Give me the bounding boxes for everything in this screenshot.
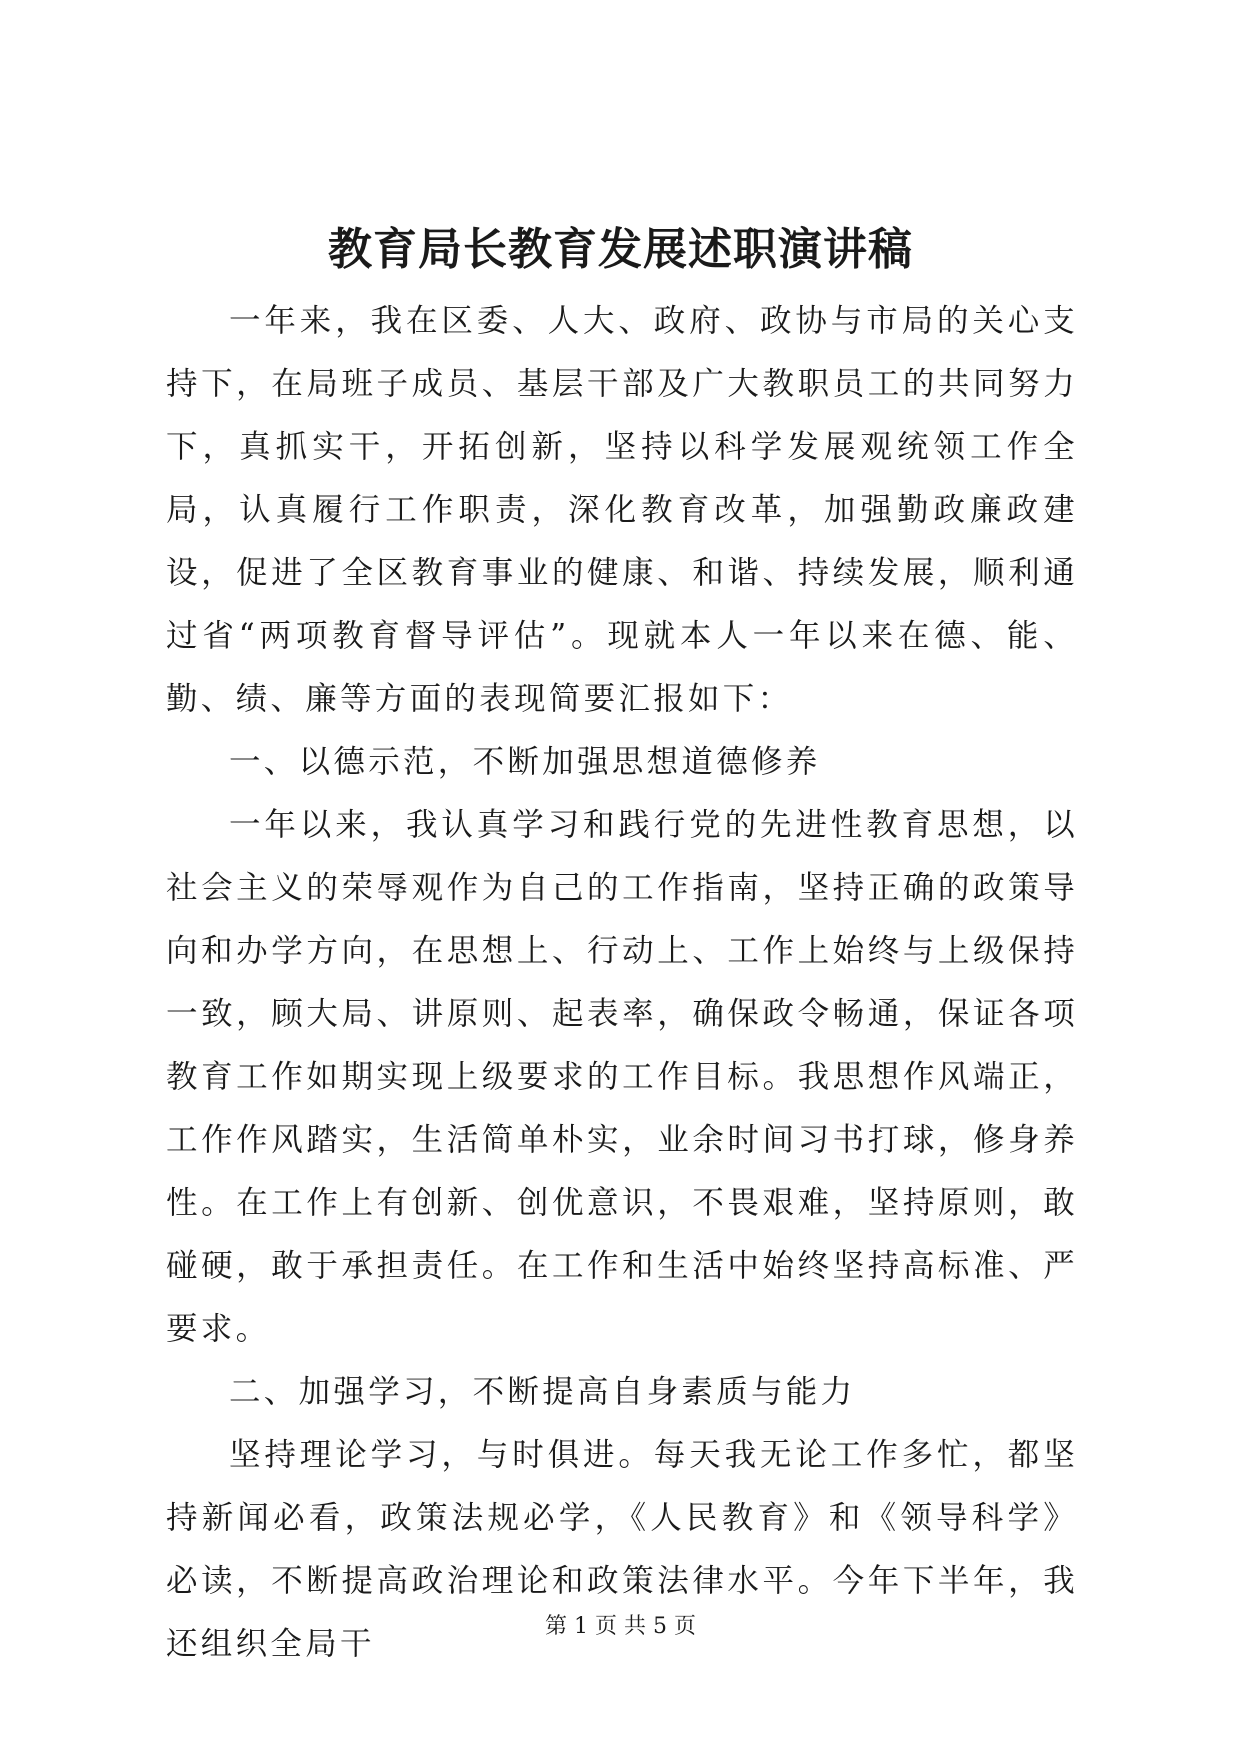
document-title: 教育局长教育发展述职演讲稿 bbox=[328, 224, 913, 275]
paragraph-intro: 一年来，我在区委、人大、政府、政协与市局的关心支持下，在局班子成员、基层干部及广大教职员工的共同努力下，真抓实干，开拓创新，坚持以科学发展观统领工作全局，认真履行工作职责，深化教育改革，加强勤政廉政建设，促进了全区教育事业的健康、和谐、持续发展，顺利通过省“两项教育督导评估”。现就本人一年以来在德、能、勤、绩、廉等方面的表现简要汇报如下： bbox=[166, 303, 1078, 717]
paragraph-section-2: 坚持理论学习，与时俱进。每天我无论工作多忙，都坚持新闻必看，政策法规必学，《人民教育》和《领导科学》必读，不断提高政治理论和政策法律水平。今年下半年，我还组织全局干 bbox=[166, 1437, 1078, 1662]
section-heading-2: 二、加强学习，不断提高自身素质与能力 bbox=[229, 1374, 856, 1410]
section-heading-1: 一、以德示范，不断加强思想道德修养 bbox=[229, 744, 821, 780]
paragraph-section-1: 一年以来，我认真学习和践行党的先进性教育思想，以社会主义的荣辱观作为自己的工作指南，坚持正确的政策导向和办学方向，在思想上、行动上、工作上始终与上级保持一致，顾大局、讲原则、起表率，确保政令畅通，保证各项教育工作如期实现上级要求的工作目标。我思想作风端正，工作作风踏实，生活简单朴实，业余时间习书打球，修身养性。在工作上有创新、创优意识，不畏艰难，坚持原则，敢碰硬，敢于承担责任。在工作和生活中始终坚持高标准、严要求。 bbox=[166, 807, 1078, 1347]
page-footer: 第 1 页 共 5 页 bbox=[545, 1614, 696, 1639]
document-body bbox=[166, 290, 1078, 1676]
